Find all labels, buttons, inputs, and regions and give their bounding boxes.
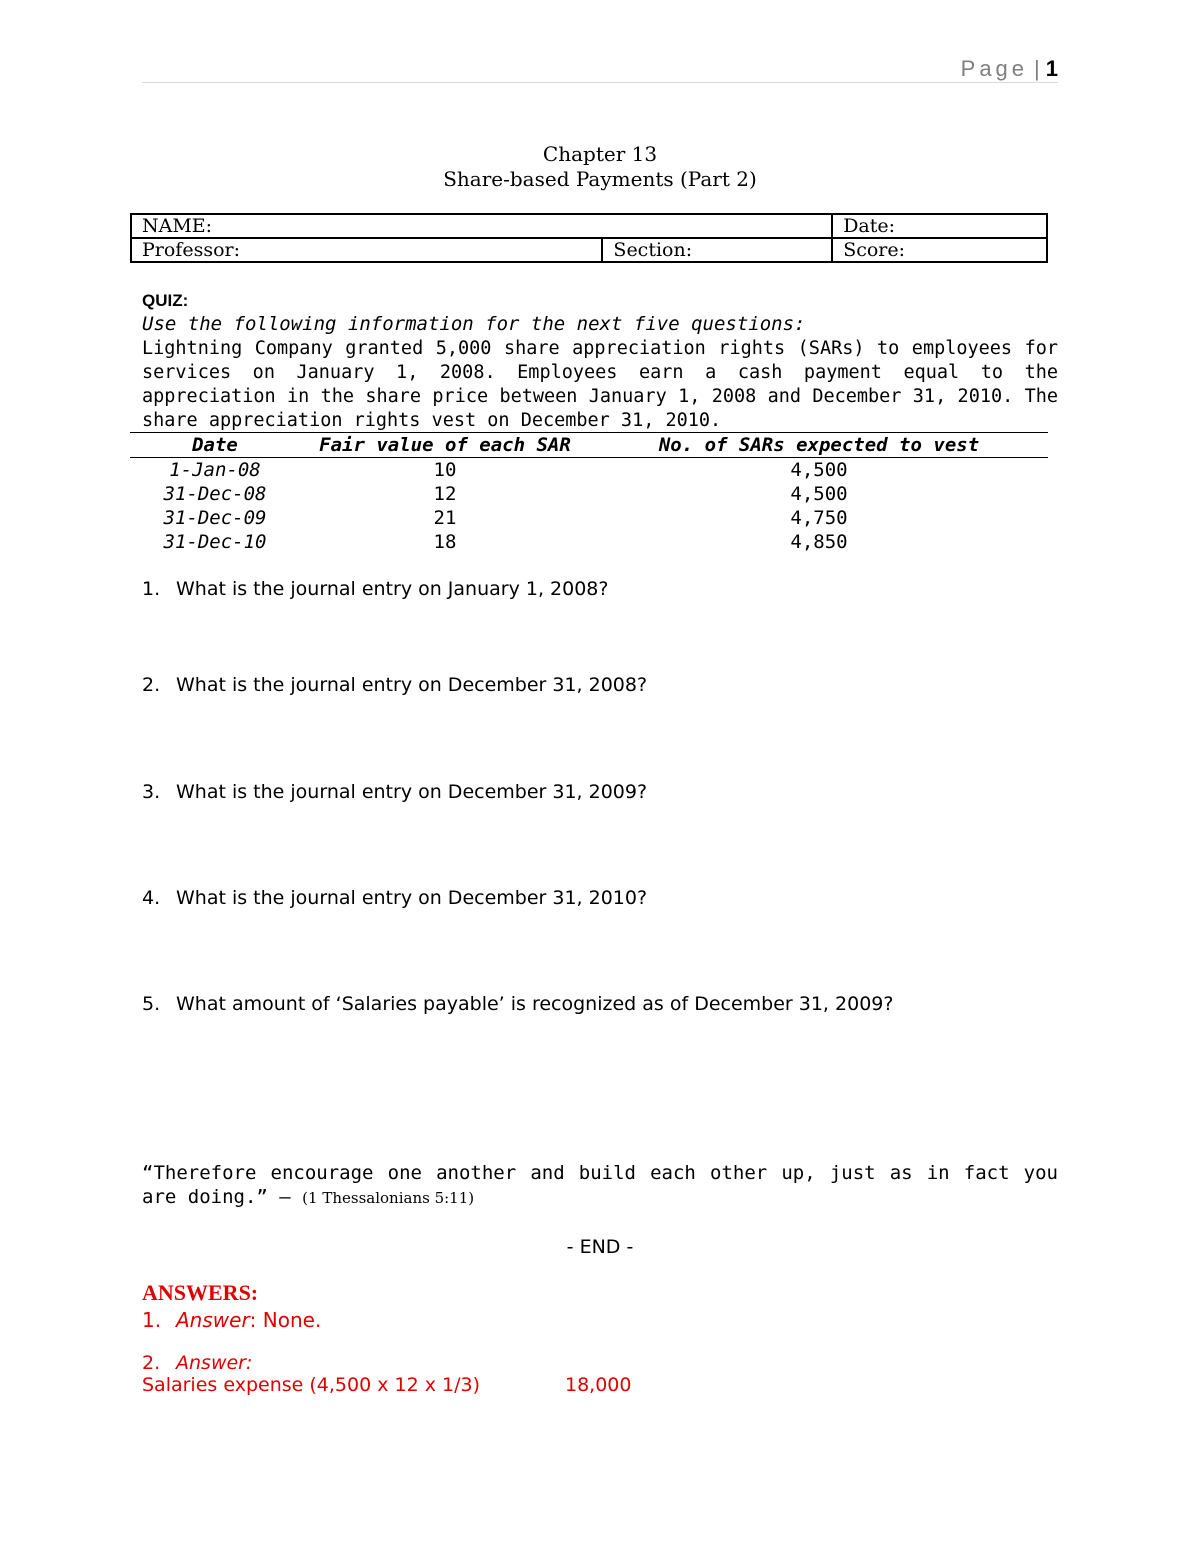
table-cell-date: 31-Dec-09 xyxy=(163,507,267,529)
quiz-paragraph: Lightning Company granted 5,000 share appreciation rights (SARs) to employees for services on January 1, 2008. Employees earn a cash payment equal to the appreciation in the share price between January 1, 2008 and December 31, 2010. The share appreciation rights vest on December 31, 2010. xyxy=(142,338,1058,431)
quote-reference: (1 Thessalonians 5:11) xyxy=(302,1189,475,1207)
table-cell-expected: 4,500 xyxy=(790,483,848,505)
page-word: Page xyxy=(960,56,1029,81)
table-cell-date: 1-Jan-08 xyxy=(169,459,261,481)
table-cell-date: 31-Dec-10 xyxy=(163,531,267,553)
end-marker: - END - xyxy=(566,1236,634,1258)
question-number: 2. xyxy=(142,674,161,696)
question-5 xyxy=(142,993,893,1015)
table-header-row xyxy=(130,433,1048,458)
closing-quote xyxy=(142,1161,1058,1210)
professor-field: Professor: xyxy=(131,238,602,262)
answer-2 xyxy=(142,1352,252,1374)
table-row xyxy=(130,458,1048,483)
answer-number: 1. xyxy=(142,1308,162,1332)
question-1 xyxy=(142,578,608,600)
table-cell-fair-value: 21 xyxy=(433,507,457,529)
table-row xyxy=(130,482,1048,506)
table-cell-fair-value: 18 xyxy=(433,531,457,553)
question-number: 5. xyxy=(142,993,161,1015)
answer-2-entry: Salaries expense (4,500 x 12 x 1/3) xyxy=(142,1374,480,1396)
page-number: 1 xyxy=(1045,56,1058,81)
table-cell-expected: 4,750 xyxy=(790,507,848,529)
answers-title: ANSWERS: xyxy=(142,1280,259,1305)
page-number-header: Page | 1 xyxy=(960,56,1058,81)
table-cell-fair-value: 10 xyxy=(433,459,457,481)
answer-1 xyxy=(142,1308,321,1332)
chapter-title: Chapter 13 xyxy=(542,142,658,166)
answer-label: Answer xyxy=(176,1308,250,1332)
sar-table xyxy=(130,432,1048,554)
table-row xyxy=(130,530,1048,554)
question-text: What is the journal entry on December 31, 2008? xyxy=(176,674,648,696)
date-field: Date: xyxy=(832,214,1047,238)
table-cell-fair-value: 12 xyxy=(433,483,457,505)
table-header-expected: No. of SARs expected to vest xyxy=(590,433,1048,458)
answer-label: Answer: xyxy=(176,1352,253,1374)
answer-text: : None. xyxy=(249,1308,322,1332)
header-divider xyxy=(142,82,1058,83)
score-field: Score: xyxy=(832,238,1047,262)
question-text: What amount of ‘Salaries payable’ is recognized as of December 31, 2009? xyxy=(176,993,894,1015)
table-header-date: Date xyxy=(130,433,300,458)
quote-text: “Therefore encourage one another and build each other up, just as in fact you are doing.” – xyxy=(142,1162,1058,1208)
table-cell-expected: 4,850 xyxy=(790,531,848,553)
quiz-intro: Use the following information for the next five questions: xyxy=(142,313,806,335)
question-2 xyxy=(142,674,647,696)
student-info-box xyxy=(130,213,1048,263)
question-3 xyxy=(142,781,647,803)
name-field: NAME: xyxy=(131,214,832,238)
question-text: What is the journal entry on December 31, 2010? xyxy=(176,887,648,909)
topic-title: Share-based Payments (Part 2) xyxy=(443,167,757,191)
table-cell-expected: 4,500 xyxy=(790,459,848,481)
question-text: What is the journal entry on January 1, 2008? xyxy=(176,578,609,600)
question-number: 3. xyxy=(142,781,161,803)
question-4 xyxy=(142,887,647,909)
section-field: Section: xyxy=(602,238,832,262)
table-header-fair-value: Fair value of each SAR xyxy=(300,433,590,458)
question-number: 4. xyxy=(142,887,161,909)
answer-number: 2. xyxy=(142,1352,161,1374)
table-cell-date: 31-Dec-08 xyxy=(163,483,267,505)
question-number: 1. xyxy=(142,578,161,600)
quiz-label: QUIZ: xyxy=(142,291,189,310)
question-text: What is the journal entry on December 31, 2009? xyxy=(176,781,648,803)
answer-2-amount: 18,000 xyxy=(565,1374,632,1396)
table-row xyxy=(130,506,1048,530)
